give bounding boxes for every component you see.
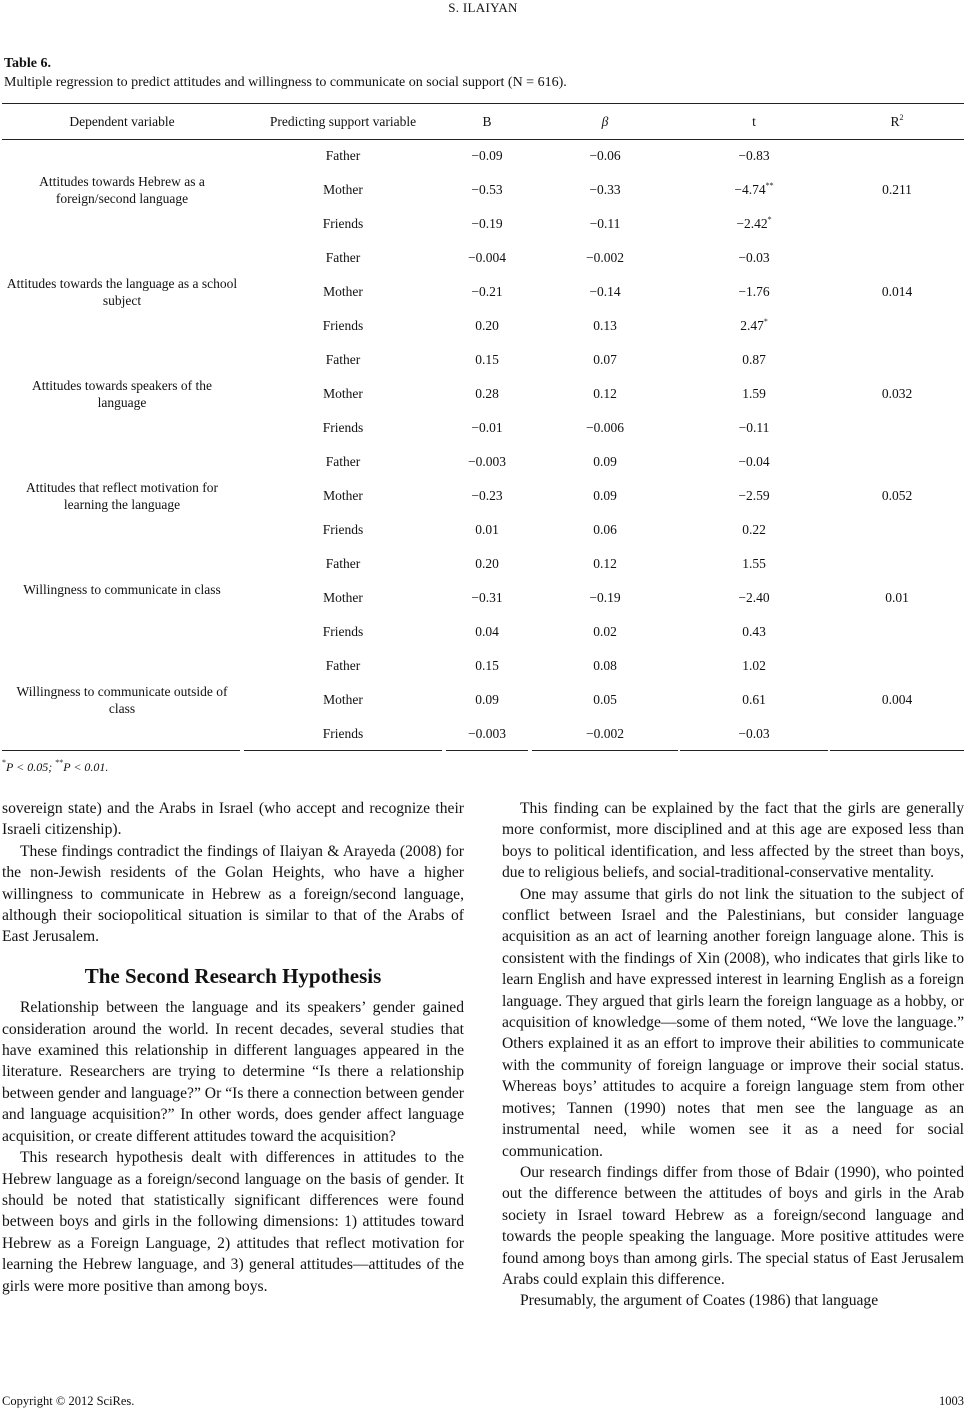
table-cell-t: 2.47* xyxy=(740,317,768,333)
table-bottom-rule-4 xyxy=(532,750,678,751)
table-cell-t: −0.11 xyxy=(738,420,770,435)
table-cell-t: −0.03 xyxy=(738,250,770,265)
table-cell-t: 0.87 xyxy=(742,352,766,367)
table-bottom-rule-5 xyxy=(680,750,828,751)
table-footnote: *P < 0.05; **P < 0.01. xyxy=(2,758,109,774)
table-cell-beta: −0.11 xyxy=(589,216,621,231)
table-cell-b: −0.31 xyxy=(471,590,503,605)
table-cell-beta: −0.19 xyxy=(589,590,621,605)
table-cell-beta: −0.33 xyxy=(589,182,621,197)
table-cell-b: −0.09 xyxy=(471,148,503,163)
table-cell-beta: 0.08 xyxy=(593,658,617,673)
table-cell-beta: −0.06 xyxy=(589,148,621,163)
table-cell-t: −0.83 xyxy=(738,148,770,163)
table-bottom-rule-3 xyxy=(446,750,528,751)
table-cell-b: 0.09 xyxy=(475,692,499,707)
table-cell-predictor: Friends xyxy=(322,216,364,231)
table-cell-beta: 0.06 xyxy=(593,522,617,537)
table-cell-t: −0.03 xyxy=(738,726,770,741)
r2-value: 0.01 xyxy=(885,590,909,605)
table-cell-beta: 0.12 xyxy=(593,386,617,401)
dependent-variable: Willingness to communicate outside of class xyxy=(16,684,228,716)
table-bottom-rule-1 xyxy=(2,750,240,751)
paragraph: Our research findings differ from those of Bdair (1990), who pointed out the difference between the attitudes of boys and girls in the Arab society in Israel toward Hebrew as a foreign/second language and towards the people speaking the language. More positive attitudes were found among boys than among girls. The special status of East Jerusalem Arabs could explain this difference. xyxy=(502,1163,964,1288)
table-caption xyxy=(4,54,567,92)
table-title: Multiple regression to predict attitudes and willingness to communicate on social support (N = 616). xyxy=(4,75,567,90)
body-column-left xyxy=(2,798,464,1297)
table-cell-predictor: Friends xyxy=(322,726,364,741)
table-cell-predictor: Mother xyxy=(323,488,363,503)
running-head: S. ILAIYAN xyxy=(448,0,518,15)
table-cell-t: −2.40 xyxy=(738,590,770,605)
r2-value: 0.004 xyxy=(881,692,913,707)
table-cell-b: −0.23 xyxy=(471,488,503,503)
table-cell-b: −0.003 xyxy=(468,454,506,469)
table-header-rule xyxy=(2,139,964,140)
table-cell-predictor: Friends xyxy=(322,522,364,537)
r2-value: 0.052 xyxy=(881,488,913,503)
table-cell-b: 0.20 xyxy=(475,556,499,571)
table-cell-beta: 0.12 xyxy=(593,556,617,571)
table-cell-beta: −0.14 xyxy=(589,284,621,299)
table-cell-t: 0.22 xyxy=(742,522,766,537)
r2-value: 0.032 xyxy=(881,386,913,401)
table-cell-beta: −0.006 xyxy=(586,420,624,435)
table-cell-b: −0.19 xyxy=(471,216,503,231)
table-cell-b: 0.15 xyxy=(475,658,499,673)
paragraph: These findings contradict the findings of Ilaiyan & Arayeda (2008) for the non-Jewish residents of the Golan Heights, who have a higher willingness to communicate in Hebrew as a foreign/second language, although their sociopolitical situation is similar to that of the Arabs of East Jerusalem. xyxy=(2,842,464,946)
section-heading: The Second Research Hypothesis xyxy=(84,963,382,988)
table-cell-predictor: Father xyxy=(325,658,361,673)
table-cell-predictor: Father xyxy=(325,352,361,367)
significance-mark: * xyxy=(767,215,772,224)
table-cell-b: 0.20 xyxy=(475,318,499,333)
table-cell-t: 0.43 xyxy=(742,624,766,639)
r2-value: 0.014 xyxy=(881,284,913,299)
table-cell-b: 0.04 xyxy=(475,624,499,639)
table-cell-t: 1.02 xyxy=(742,658,766,673)
paragraph: This research hypothesis dealt with differences in attitudes to the Hebrew language as a foreign/second language on the basis of gender. It should be noted that statistically significant differences were found between boys and girls in the following dimensions: 1) attitudes toward Hebrew as a Foreign Language, 2) attitudes that reflect motivation for learning the Hebrew language, and 3) general attitudes—attitudes of the girls were more positive than among boys. xyxy=(2,1149,464,1295)
table-cell-predictor: Mother xyxy=(323,590,363,605)
table-cell-beta: 0.09 xyxy=(593,488,617,503)
table-cell-b: 0.28 xyxy=(475,386,499,401)
table-cell-b: 0.01 xyxy=(475,522,499,537)
table-cell-predictor: Father xyxy=(325,148,361,163)
table-cell-predictor: Mother xyxy=(323,386,363,401)
dependent-variable: Attitudes that reflect motivation for learning the language xyxy=(26,480,218,512)
table-cell-beta: 0.02 xyxy=(593,624,617,639)
table-cell-predictor: Mother xyxy=(323,284,363,299)
table-cell-predictor: Mother xyxy=(323,182,363,197)
table-bottom-rule-6 xyxy=(830,750,964,751)
table-cell-beta: 0.07 xyxy=(593,352,617,367)
table-cell-b: −0.01 xyxy=(471,420,503,435)
dependent-variable: Attitudes towards speakers of the language xyxy=(32,378,212,410)
r2-value: 0.211 xyxy=(882,182,912,197)
table-cell-beta: 0.09 xyxy=(593,454,617,469)
col-header-r2: $R^2$ xyxy=(890,113,904,129)
significance-mark: * xyxy=(763,317,768,326)
table-cell-t: 1.55 xyxy=(742,556,766,571)
body-column-right xyxy=(502,798,964,1312)
table-cell-beta: 0.13 xyxy=(593,318,617,333)
paragraph: sovereign state) and the Arabs in Israel (who accept and recognize their Israeli citizenship). xyxy=(2,800,464,839)
table-cell-t: 1.59 xyxy=(742,386,766,401)
col-header-b: B xyxy=(482,114,492,129)
table-cell-t: −0.04 xyxy=(738,454,770,469)
table-cell-b: −0.003 xyxy=(468,726,506,741)
table-cell-b: −0.004 xyxy=(468,250,506,265)
table-cell-t: −1.76 xyxy=(738,284,770,299)
table-cell-b: 0.15 xyxy=(475,352,499,367)
table-cell-beta: −0.002 xyxy=(586,250,624,265)
significance-mark: ** xyxy=(765,181,774,190)
table-cell-beta: 0.05 xyxy=(593,692,617,707)
table-top-rule xyxy=(2,103,964,104)
table-cell-predictor: Father xyxy=(325,454,361,469)
table-cell-t: −2.59 xyxy=(738,488,770,503)
table-bottom-rule-2 xyxy=(244,750,442,751)
copyright: Copyright © 2012 SciRes. xyxy=(2,1394,135,1408)
dependent-variable: Attitudes towards the language as a school subject xyxy=(6,276,238,308)
col-header-t: t xyxy=(752,114,756,129)
table-cell-predictor: Father xyxy=(325,556,361,571)
paragraph: Presumably, the argument of Coates (1986) that language xyxy=(520,1292,879,1310)
table-cell-b: −0.21 xyxy=(471,284,503,299)
table-cell-t: −4.74** xyxy=(734,181,774,197)
table-cell-predictor: Friends xyxy=(322,318,364,333)
table-cell-predictor: Father xyxy=(325,250,361,265)
paragraph: One may assume that girls do not link the situation to the subject of conflict between Israel and the Palestinians, but consider language acquisition as an act of learning another foreign language alone. This is consistent with the findings of Xin (2008), who indicates that girls like to learn English and have expressed interest in learning English as a foreign language. They argued that girls learn the foreign language as a hobby, or acquisition of knowledge—some of them noted, “We love the language.” Others explained it as an effort to improve their abilities to communicate with the community of foreign language or improve their social status. Whereas boys’ attitudes to acquire a foreign language stem from other motives; Tannen (1990) notes that men see the language as an instrumental need, while women see it as a need for social communication. xyxy=(502,885,964,1160)
table-cell-predictor: Mother xyxy=(323,692,363,707)
page-number: 1003 xyxy=(939,1394,964,1408)
table-cell-b: −0.53 xyxy=(471,182,503,197)
col-header-predictor: Predicting support variable xyxy=(269,114,417,129)
table-label: Table 6. xyxy=(4,56,51,71)
dependent-variable: Attitudes towards Hebrew as a foreign/second language xyxy=(39,174,205,206)
table-cell-predictor: Friends xyxy=(322,624,364,639)
table-cell-t: −2.42* xyxy=(736,215,772,231)
col-header-dependent: Dependent variable xyxy=(69,114,175,129)
dependent-variable: Willingness to communicate in class xyxy=(23,582,221,597)
table-cell-predictor: Friends xyxy=(322,420,364,435)
paragraph: This finding can be explained by the fact that the girls are generally more conformist, more disciplined and at this age are exposed less than boys to political identification, and less affected by the street than boys, due to religious beliefs, and social-traditional-conservative mentality. xyxy=(502,800,964,882)
table-cell-t: 0.61 xyxy=(742,692,766,707)
paragraph: Relationship between the language and its speakers’ gender gained consideration around the world. In recent decades, several studies that have examined this relationship in different languages appeared in the literature. Researchers are trying to determine “Is there a relationship between gender and language?” Or “Is there a connection between gender and language acquisition?” In other words, does gender affect language acquisition, or create different attitudes toward the acquisition? xyxy=(2,999,464,1145)
col-header-beta: β xyxy=(601,114,609,129)
table-cell-beta: −0.002 xyxy=(586,726,624,741)
